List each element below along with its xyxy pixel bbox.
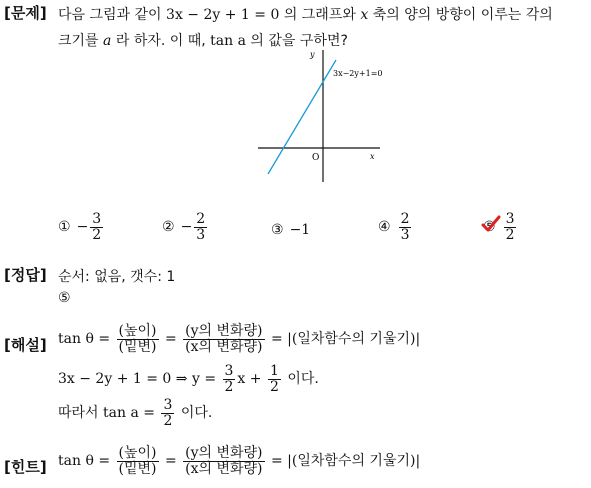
fraction xyxy=(194,212,207,242)
denominator: (밑변) xyxy=(118,338,157,355)
numerator: (높이) xyxy=(118,445,157,461)
fraction xyxy=(504,212,517,242)
answer-value: ⑤ xyxy=(58,290,71,306)
denominator: 3 xyxy=(400,226,410,243)
fraction xyxy=(183,324,264,354)
fraction xyxy=(268,364,281,394)
solution-line-1: tan θ = $\frac{\text{(높이)}}{\text{(밑변)}}$ = $\frac{\text{(y의 변화량)}}{\text{(x의 변화량)}}$ = |(일차함수의 기울기)| xyxy=(58,323,421,355)
numerator: 3 xyxy=(92,211,102,227)
problem-text: 의 값을 구하면? xyxy=(250,33,348,49)
fraction xyxy=(399,212,412,242)
numerator: (높이) xyxy=(118,323,157,339)
numerator: 3 xyxy=(505,211,515,227)
option-value: −1 xyxy=(289,222,311,238)
origin-label: O xyxy=(312,153,320,163)
option-marker: ④ xyxy=(378,219,391,236)
graph-line xyxy=(268,60,336,174)
equation: 3x − 2y + 1 = 0 xyxy=(166,7,280,23)
option-marker: ③ xyxy=(271,222,284,238)
fraction xyxy=(183,446,264,476)
variable: x xyxy=(360,7,369,23)
tan-theta: tan θ = xyxy=(58,331,111,348)
numerator: 3 xyxy=(224,363,234,379)
problem-text: 크기를 xyxy=(58,33,99,49)
numerator: (y의 변화량) xyxy=(185,445,263,461)
tan-expression: tan a xyxy=(210,33,246,49)
fraction xyxy=(161,398,174,428)
option-3[interactable] xyxy=(271,222,310,238)
hint-tag: [힌트] xyxy=(4,458,47,476)
variable: a xyxy=(103,33,112,49)
problem-text: 축의 양의 방향이 이루는 각의 xyxy=(372,7,553,23)
abs-expression: = |(일차함수의 기울기)| xyxy=(270,331,421,348)
abs-expression: = |(일차함수의 기울기)| xyxy=(270,453,421,470)
fraction xyxy=(117,324,159,354)
problem-text: 의 그래프와 xyxy=(283,7,356,23)
option-2[interactable] xyxy=(162,212,209,242)
option-marker: ① xyxy=(58,219,71,236)
option-1[interactable] xyxy=(58,212,105,242)
option-4[interactable] xyxy=(378,212,413,242)
solution-line-3 xyxy=(58,398,212,428)
sentence-end: 이다. xyxy=(287,371,319,388)
sentence-end: 이다. xyxy=(180,405,213,422)
line-graph xyxy=(250,42,400,187)
sign: − xyxy=(180,219,193,236)
denominator: 2 xyxy=(224,378,234,395)
answer-text: 순서: 없음, 갯수: 1 xyxy=(58,269,176,285)
denominator: 2 xyxy=(505,226,515,243)
problem-line-1 xyxy=(58,4,553,24)
problem-tag: [문제] xyxy=(4,4,47,22)
numerator: 2 xyxy=(196,211,206,227)
solution-tag: [해설] xyxy=(4,336,47,354)
denominator: 2 xyxy=(92,226,102,243)
fraction xyxy=(117,446,159,476)
fraction xyxy=(90,212,103,242)
option-marker xyxy=(483,219,496,235)
problem-text: 라 하자. 이 때, xyxy=(115,33,206,49)
equation: 3x − 2y + 1 = 0 ⇒ y = xyxy=(58,371,217,388)
denominator: (밑변) xyxy=(118,460,157,477)
solution-text: 따라서 xyxy=(58,405,99,422)
solution-line-2 xyxy=(58,364,319,394)
y-axis-label: y xyxy=(310,50,315,59)
answer-tag: [정답] xyxy=(4,266,47,284)
checkmark-icon xyxy=(481,214,501,234)
fraction xyxy=(223,364,236,394)
numerator: 1 xyxy=(269,363,279,379)
option-5[interactable] xyxy=(483,212,518,242)
numerator: 3 xyxy=(163,397,173,413)
denominator: 3 xyxy=(196,226,206,243)
option-marker-glyph: ⑤ xyxy=(483,219,496,236)
x-axis-label: x xyxy=(370,152,375,161)
numerator: (y의 변화량) xyxy=(185,323,263,339)
line-label: 3x−2y+1=0 xyxy=(333,69,383,78)
denominator: 2 xyxy=(163,412,173,429)
numerator: 2 xyxy=(400,211,410,227)
denominator: 2 xyxy=(269,378,279,395)
problem-text: 다음 그림과 같이 xyxy=(58,7,162,23)
tan-theta: tan θ = xyxy=(58,453,111,470)
denominator: (x의 변화량) xyxy=(185,338,263,355)
tan-expression: tan a = xyxy=(103,405,155,422)
hint-line: tan θ = $\frac{\text{(높이)}}{\text{(밑변)}}$ = $\frac{\text{(y의 변화량)}}{\text{(x의 변화량)}}$ = |(일차함수의 기울기)| xyxy=(58,445,421,477)
sign: − xyxy=(76,219,89,236)
option-marker: ② xyxy=(162,219,175,236)
equation-mid: x + xyxy=(237,371,262,388)
denominator: (x의 변화량) xyxy=(185,460,263,477)
